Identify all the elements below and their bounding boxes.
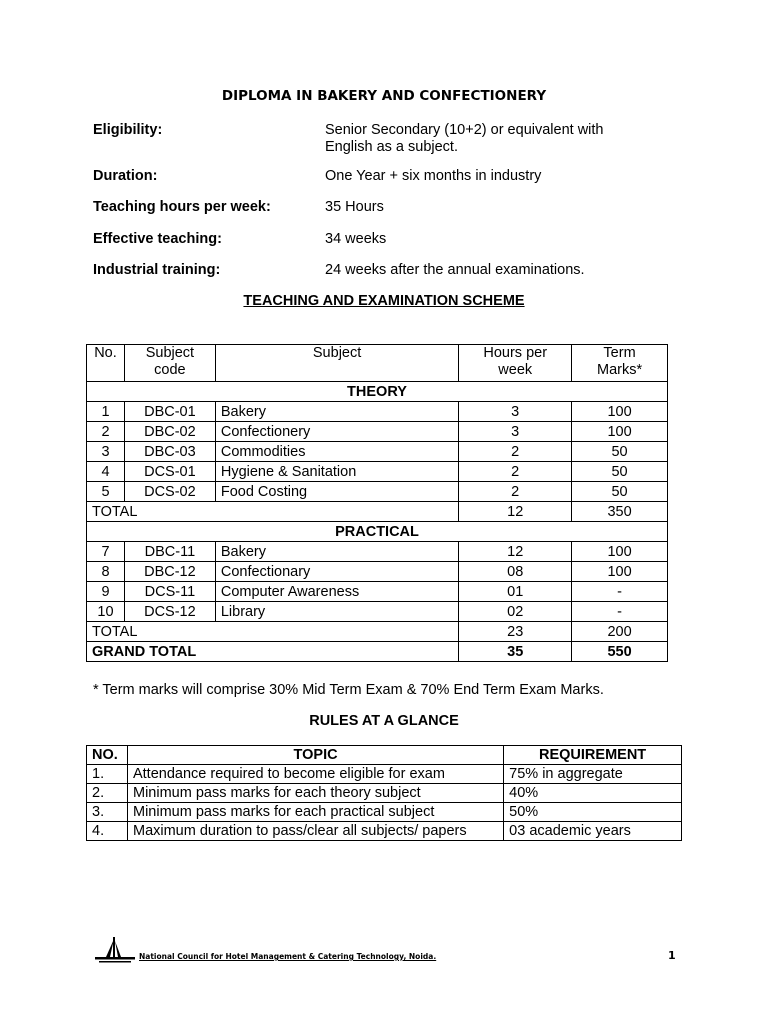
cell-marks: 50 (572, 442, 668, 462)
table-row (87, 803, 682, 822)
header-code-line2: code (154, 362, 186, 378)
practical-total-hours: 23 (459, 622, 572, 642)
cell-hours: 08 (459, 562, 572, 582)
cell-marks: 50 (572, 462, 668, 482)
header-subject: Subject (215, 345, 458, 382)
rule-no: 1. (87, 765, 128, 784)
effective-teaching-value: 34 weeks (325, 231, 387, 247)
cell-no: 3 (87, 442, 125, 462)
header-hours-line2: week (498, 362, 533, 378)
cell-hours: 12 (459, 542, 572, 562)
cell-marks: 100 (572, 402, 668, 422)
rule-requirement: 75% in aggregate (504, 765, 682, 784)
rule-topic: Minimum pass marks for each theory subject (127, 784, 503, 803)
eligibility-value: Senior Secondary (10+2) or equivalent with English as a subject. (325, 122, 604, 155)
cell-no: 2 (87, 422, 125, 442)
cell-marks: - (572, 602, 668, 622)
cell-hours: 3 (459, 422, 572, 442)
cell-subject: Computer Awareness (215, 582, 458, 602)
nchmct-logo-icon (93, 935, 137, 965)
table-row (87, 442, 668, 462)
grand-total-label: GRAND TOTAL (87, 642, 459, 662)
cell-hours: 3 (459, 402, 572, 422)
rule-no: 4. (87, 822, 128, 841)
eligibility-label: Eligibility: (93, 122, 163, 138)
table-row (87, 462, 668, 482)
effective-teaching-label: Effective teaching: (93, 231, 222, 247)
cell-code: DBC-03 (124, 442, 215, 462)
document-title: DIPLOMA IN BAKERY AND CONFECTIONERY (221, 88, 547, 104)
scheme-heading: TEACHING AND EXAMINATION SCHEME (243, 293, 525, 309)
rule-topic: Attendance required to become eligible for exam (127, 765, 503, 784)
theory-total-row (87, 502, 668, 522)
rule-requirement: 40% (504, 784, 682, 803)
industrial-training-value: 24 weeks after the annual examinations. (325, 262, 585, 278)
grand-total-hours: 35 (459, 642, 572, 662)
scheme-table (86, 344, 668, 662)
header-marks (572, 345, 668, 382)
header-code-line1: Subject (145, 345, 195, 361)
cell-no: 9 (87, 582, 125, 602)
rules-header-requirement: REQUIREMENT (504, 746, 682, 765)
header-no: No. (87, 345, 125, 382)
practical-total-label: TOTAL (87, 622, 459, 642)
cell-code: DBC-11 (124, 542, 215, 562)
cell-subject: Food Costing (215, 482, 458, 502)
cell-hours: 01 (459, 582, 572, 602)
teaching-hours-value: 35 Hours (325, 199, 384, 215)
cell-no: 10 (87, 602, 125, 622)
theory-total-hours: 12 (459, 502, 572, 522)
cell-code: DCS-11 (124, 582, 215, 602)
teaching-hours-label: Teaching hours per week: (93, 199, 271, 215)
cell-marks: 100 (572, 422, 668, 442)
rule-requirement: 50% (504, 803, 682, 822)
practical-section-label: PRACTICAL (87, 522, 668, 542)
theory-section-row (87, 382, 668, 402)
cell-marks: - (572, 582, 668, 602)
cell-hours: 2 (459, 462, 572, 482)
footer-organization: National Council for Hotel Management & Catering Technology, Noida. (139, 952, 437, 961)
table-row (87, 602, 668, 622)
cell-no: 4 (87, 462, 125, 482)
table-row (87, 542, 668, 562)
cell-subject: Confectionery (215, 422, 458, 442)
cell-code: DBC-01 (124, 402, 215, 422)
table-row (87, 482, 668, 502)
cell-subject: Confectionary (215, 562, 458, 582)
rules-header-no: NO. (87, 746, 128, 765)
page-number: 1 (668, 949, 676, 962)
theory-total-marks: 350 (572, 502, 668, 522)
cell-no: 1 (87, 402, 125, 422)
cell-code: DBC-02 (124, 422, 215, 442)
table-row (87, 422, 668, 442)
header-subject-code (124, 345, 215, 382)
practical-total-row (87, 622, 668, 642)
cell-code: DBC-12 (124, 562, 215, 582)
rules-heading: RULES AT A GLANCE (309, 713, 459, 729)
cell-marks: 100 (572, 542, 668, 562)
theory-section-label: THEORY (87, 382, 668, 402)
header-hours-line1: Hours per (483, 345, 548, 361)
practical-total-marks: 200 (572, 622, 668, 642)
scheme-header-row (87, 345, 668, 382)
table-row (87, 765, 682, 784)
header-marks-line2: Marks* (596, 362, 643, 378)
cell-subject: Library (215, 602, 458, 622)
cell-no: 7 (87, 542, 125, 562)
rule-no: 2. (87, 784, 128, 803)
grand-total-marks: 550 (572, 642, 668, 662)
cell-hours: 2 (459, 442, 572, 462)
cell-code: DCS-02 (124, 482, 215, 502)
cell-subject: Bakery (215, 402, 458, 422)
page-footer (93, 935, 693, 965)
grand-total-row (87, 642, 668, 662)
practical-section-row (87, 522, 668, 542)
table-row (87, 402, 668, 422)
industrial-training-label: Industrial training: (93, 262, 221, 278)
table-row (87, 582, 668, 602)
rule-topic: Maximum duration to pass/clear all subjects/ papers (127, 822, 503, 841)
term-marks-note: * Term marks will comprise 30% Mid Term Exam & 70% End Term Exam Marks. (93, 682, 604, 698)
cell-subject: Hygiene & Sanitation (215, 462, 458, 482)
duration-value: One Year + six months in industry (325, 168, 542, 184)
rules-header-row (87, 746, 682, 765)
duration-label: Duration: (93, 168, 158, 184)
cell-marks: 100 (572, 562, 668, 582)
cell-code: DCS-12 (124, 602, 215, 622)
rules-header-topic: TOPIC (127, 746, 503, 765)
rules-table (86, 745, 682, 841)
cell-marks: 50 (572, 482, 668, 502)
cell-no: 5 (87, 482, 125, 502)
cell-hours: 2 (459, 482, 572, 502)
cell-hours: 02 (459, 602, 572, 622)
cell-subject: Bakery (215, 542, 458, 562)
cell-subject: Commodities (215, 442, 458, 462)
header-hours (459, 345, 572, 382)
theory-total-label: TOTAL (87, 502, 459, 522)
table-row (87, 562, 668, 582)
rule-requirement: 03 academic years (504, 822, 682, 841)
table-row (87, 784, 682, 803)
header-marks-line1: Term (603, 345, 636, 361)
rule-no: 3. (87, 803, 128, 822)
cell-code: DCS-01 (124, 462, 215, 482)
rule-topic: Minimum pass marks for each practical subject (127, 803, 503, 822)
table-row (87, 822, 682, 841)
cell-no: 8 (87, 562, 125, 582)
